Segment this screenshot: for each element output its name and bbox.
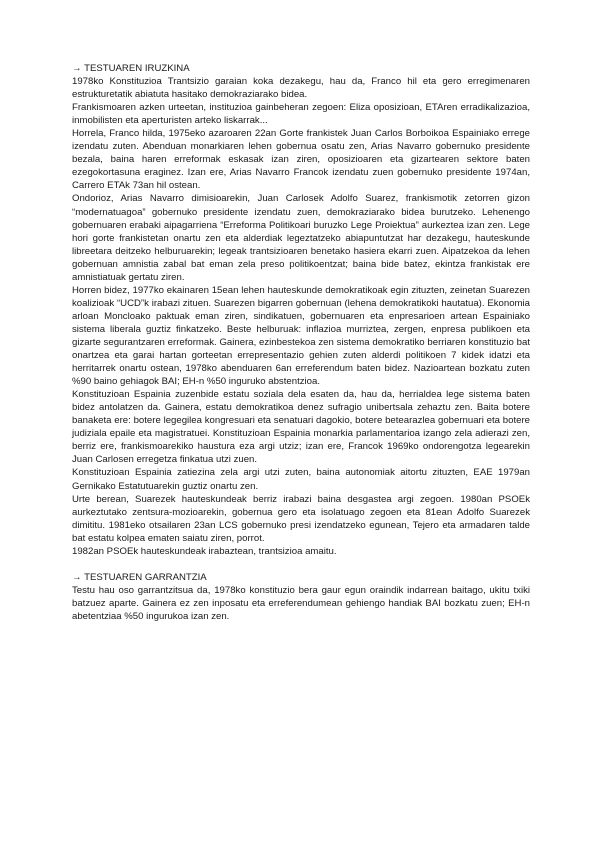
document-page: [72, 62, 530, 623]
paragraph-frankismo: Frankismoaren azken urteetan, instituzioa gainbeheran zegoen: Eliza oposizioan, ETAren erradikalizazioa, inmobilisten eta aperturisten arteko liskarrak...: [72, 102, 530, 127]
paragraph-urte-berean: Urte berean, Suarezek hauteskundeak berriz irabazi baina desgastea argi zegoen. 1980an PSOEk aurkeztutako zentsura-mozioarekin, gobernua gero eta isolatuago zegoen eta 81ean Adolfo Suarezek dimititu. 1981eko otsailaren 23an LCS gobernuko presi izendatzeko egunean, Tejero eta armadaren talde bat estatu kolpea ematen saiatu ziren, porrot.: [72, 493, 530, 544]
paragraph-konstituzioa: Konstituzioan Espainia zuzenbide estatu soziala dela esaten da, hau da, herrialdea lege sistema baten bidez antolatzen da. Gainera, estatu demokratikoa denez sufragio unibertsala zehaztu zen. Baita botere banaketa ere: botere legegilea kongresuari eta senatuari dagokio, botere betearazlea gobernuari eta botere judiziala epaile eta magistratuei. Konstituzioan Espainia monarkia parlamentarioa izango zela adierazi zen, berriz ere, frankismoarekiko haustura eza argi utziz; izan ere, Francok 1969ko ondorengotza legearekin Juan Carlosen erregetza finkatua utzi zuen.: [72, 389, 530, 466]
paragraph-franco-hilda: Horrela, Franco hilda, 1975eko azaroaren 22an Gorte frankistek Juan Carlos Borboikoa Espainiako errege izendatu zuten. Abenduan monarkiaren lehen gobernua osatu zen, Arias Navarro gobernuko presidente bezala, baina haren erreformak eskasak izan ziren, oposizioaren eta gizartearen sektore baten ezegokortasuna eraginez. Izan ere, Arias Navarro Francok izendatu zuen gobernuko presidente 1974an, Carrero ETAk 73an hil ostean.: [72, 128, 530, 192]
paragraph-ondorioz: Ondorioz, Arias Navarro dimisioarekin, Juan Carlosek Adolfo Suarez, frankismotik zetorren gizon “modernatuagoa” gobernuko presidente izendatu zuen, demokraziarako bidea burutzeko. Lehenengo gobernuaren erabaki aipagarriena “Erreforma Politikoari buruzko Lege Proiektua” aurkeztea izan zen. Lege hori gorte frankistetan onartu zen eta alderdiak legeztatzeko abiapuntutzat har dezakegu, hauteskunde libreetara deitzeko helburuarekin; legeak trantsizioaren benetako hasiera ekarri zuen. Aipatzekoa da lehen gobernuan amnistia zabal bat eman zela preso politikoentzat; baina bide batez, ekintza frankistak ere amnistiatuak gertatu ziren.: [72, 193, 530, 283]
paragraph-autonomiak: Konstituzioan Espainia zatiezina zela argi utzi zuten, baina autonomiak aitortu zituzten, EAE 1979an Gernikako Estatutuarekin guztiz onartu zen.: [72, 467, 530, 492]
paragraph-amaiera: 1982an PSOEk hauteskundeak irabaztean, trantsizioa amaitu.: [72, 545, 337, 557]
section-spacer: [72, 558, 530, 571]
section-heading-garrantzia: → TESTUAREN GARRANTZIA: [72, 571, 207, 583]
section-heading-iruzkina: → TESTUAREN IRUZKINA: [72, 63, 190, 74]
paragraph-intro: 1978ko Konstituzioa Trantsizio garaian koka dezakegu, hau da, Franco hil eta gero erregimenaren estrukturetatik abiatuta hasitako demokraziarako bidea.: [72, 76, 530, 101]
paragraph-garrantzia: Testu hau oso garrantzitsua da, 1978ko konstituzio bera gaur egun oraindik indarrean baitago, ukitu txiki batzuez aparte. Gainera ez zen inposatu eta erreferendumean gehiengo handiak BAI bozkatu zuen; EH-n abetentziaa %50 ingurukoa izan zen.: [72, 584, 530, 622]
paragraph-hauteskundeak: Horren bidez, 1977ko ekainaren 15ean lehen hauteskunde demokratikoak egin zituzten, zeinetan Suarezen koalizioak “UCD”k irabazi zituen. Suarezen bigarren gobernuan (lehena demokratikoki hautatua). Ekonomia arloan Moncloako paktuak eman ziren, sindikatuen, gobernuaren eta enpresarioen artean Espainiako sistema liberala guztiz finkatzeko. Beste helburuak: inflazioa murriztea, zergen, enpresa publikoen eta gizarte segurantzaren erreformak. Gainera, ezinbestekoa zen sistema demokratiko berriaren konstituzio bat onartzea eta garai hartan gorteetan errepresentazio gehien zuten alderdi politikoen 7 kidek idatzi eta herritarrek onartu ostean, 1978ko abenduaren 6an erreferendum baten bidez. Nazioartean bozkatu zuten %90 baino gehiagok BAI; EH-n %50 inguruko abstentzioa.: [72, 284, 530, 388]
